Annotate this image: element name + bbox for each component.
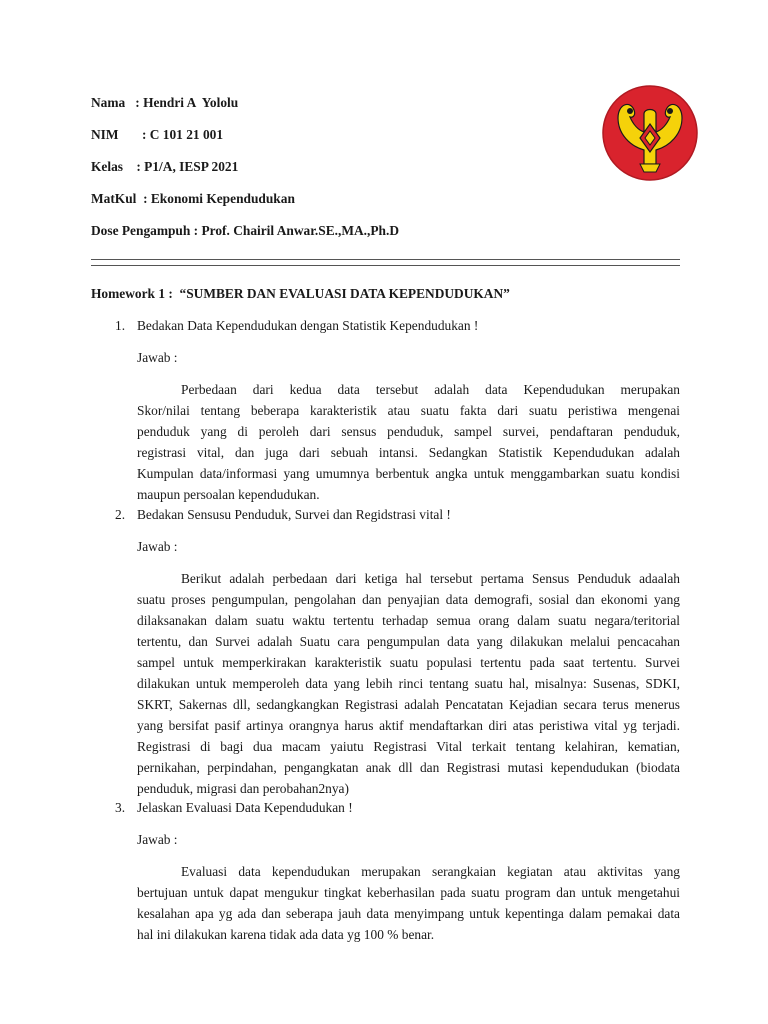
answer-line: registrasi vital, dan juga dari sebuah intansi. Sedangkan Statistik Kependudukan adalah (137, 445, 680, 460)
answer-line: suatu proses pengumpulan, pengolahan dan penyajian data demografi, sosial dan ekonomi yang (137, 592, 680, 607)
answer-line: Skor/nilai tentang beberapa karakteristik atau suatu fakta dari suatu peristiwa mengenai (137, 403, 680, 418)
answer-paragraph (137, 379, 680, 505)
answer-line: penduduk, migrasi dan perobahan2nya) (137, 781, 349, 796)
question-number: 3. (115, 800, 126, 815)
homework-title: Homework 1 : “SUMBER DAN EVALUASI DATA KEPENDUDUKAN” (91, 286, 510, 301)
question-number: 1. (115, 318, 126, 333)
header-kelas: Kelas : P1/A, IESP 2021 (91, 159, 239, 174)
question-text: Bedakan Sensusu Penduduk, Survei dan Regidstrasi vital ! (137, 507, 451, 522)
answer-label: Jawab : (137, 350, 178, 365)
university-seal-icon (600, 84, 700, 182)
answer-line: Perbedaan dari kedua data tersebut adalah data Kependudukan merupakan (181, 382, 680, 397)
header-matkul: MatKul : Ekonomi Kependudukan (91, 191, 295, 206)
answer-line: sampel untuk memperkirakan karakteristik suatu populasi tertentu pada saat tertentu. Survei (137, 655, 680, 670)
header-rule-bottom (91, 265, 680, 266)
header-nama: Nama : Hendri A Yololu (91, 95, 239, 110)
answer-line: bertujuan untuk dapat mengukur tingkat keberhasilan pada suatu program dan untuk mengetahui (137, 885, 680, 900)
answer-line: dilaksanakan dalam suatu waktu tertentu terhadap semua orang dalam suatu negara/teritorial (137, 613, 680, 628)
answer-line: maupun persoalan kependudukan. (137, 487, 320, 502)
answer-line: Kumpulan data/informasi yang umumnya berbentuk angka untuk menggambarkan suatu kondisi (137, 466, 680, 481)
header-dosen: Dose Pengampuh : Prof. Chairil Anwar.SE.,MA.,Ph.D (91, 223, 400, 238)
answer-line: SKRT, Sakernas dll, sedangkangkan Registrasi adalah Pencatatan Kejadian secara terus menerus (137, 697, 680, 712)
question-text: Jelaskan Evaluasi Data Kependudukan ! (137, 800, 353, 815)
question-text: Bedakan Data Kependudukan dengan Statistik Kependudukan ! (137, 318, 479, 333)
question-number: 2. (115, 507, 126, 522)
answer-line: penduduk yang di peroleh dari sensus penduduk, sampel survei, pendaftaran penduduk, (137, 424, 680, 439)
answer-paragraph (137, 568, 680, 799)
answer-line: Berikut adalah perbedaan dari ketiga hal tersebut pertama Sensus Penduduk adaalah (181, 571, 680, 586)
answer-line: pernikahan, perpindahan, pengangkatan anak dll dan Registrasi mutasi kependudukan (biodata (137, 760, 680, 775)
answer-line: Evaluasi data kependudukan merupakan serangkaian kegiatan atau aktivitas yang (181, 864, 680, 879)
header-nim: NIM : C 101 21 001 (91, 127, 224, 142)
answer-line: tertentu, dan Survei adalah Suatu cara pengumpulan data yang dilakukan melalui pencacahan (137, 634, 680, 649)
answer-line: kesalahan apa yg ada dan seberapa jauh data menyimpang untuk kepentinga dalam pemakai data (137, 906, 680, 921)
answer-line: hal ini dilakukan karena tidak ada data yg 100 % benar. (137, 927, 435, 942)
answer-paragraph (137, 861, 680, 945)
answer-line: yang bersifat pasif artinya orangnya harus aktif mendaftarkan diri atas peristiwa vital yg terjadi. (137, 718, 680, 733)
answer-label: Jawab : (137, 539, 178, 554)
answer-line: dilakukan untuk memperoleh data yang lebih rinci tentang suatu hal, misalnya: Susenas, SDKI, (137, 676, 680, 691)
answer-line: Registrasi di bagi dua macam yaiutu Registrasi Vital terkait tentang kelahiran, kematian, (137, 739, 680, 754)
answer-label: Jawab : (137, 832, 178, 847)
header-rule-top (91, 259, 680, 260)
